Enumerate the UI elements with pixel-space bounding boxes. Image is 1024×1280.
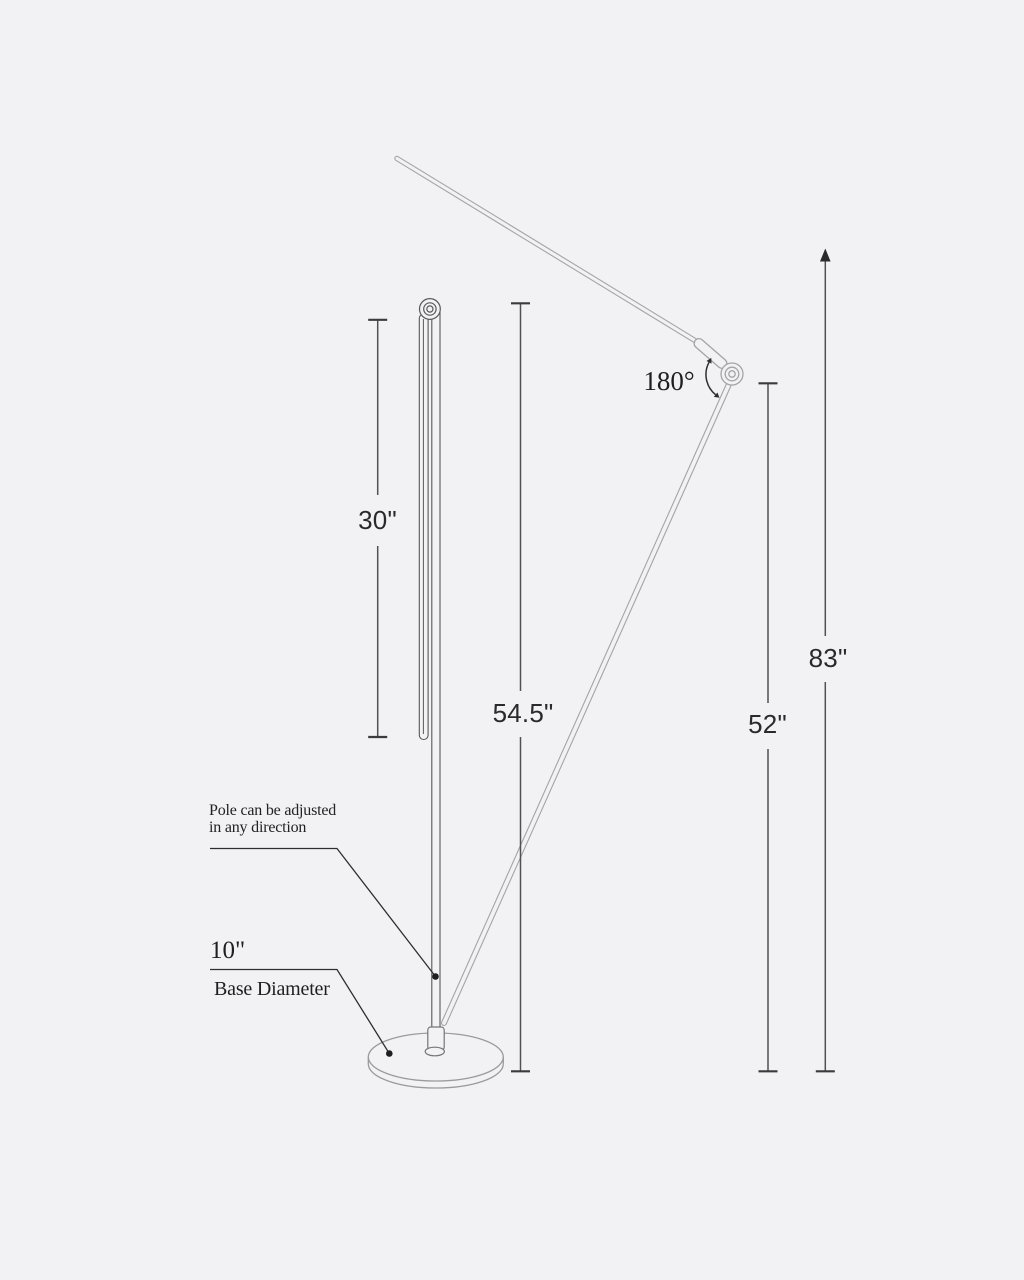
lamp-arm: [444, 383, 730, 1023]
lamp-pole: [432, 312, 440, 1030]
lamp-pole-socket: [425, 1027, 444, 1056]
lamp-drawing: [368, 159, 743, 1089]
lamp-elbow-joint: [721, 363, 743, 385]
pole-leader-dot: [432, 973, 439, 980]
rotation-angle-label: 180°: [643, 366, 695, 396]
lamp-head-bar: [397, 159, 699, 344]
dimension-line-54-5: [511, 303, 530, 1071]
arrow-up-icon: [820, 249, 831, 262]
pole-adjust-note-line2: in any direction: [209, 818, 307, 836]
dimension-label-max-height: 83": [808, 643, 848, 673]
base-leader-dot: [386, 1050, 393, 1057]
dimension-label-arm-height: 52": [748, 709, 787, 739]
dimension-lines: [368, 249, 835, 1072]
pole-adjust-note: [209, 803, 336, 836]
pole-adjust-note-line1: Pole can be adjusted: [209, 802, 337, 819]
dimension-label-light-bar: 30": [358, 505, 397, 535]
lamp-light-bar: [419, 314, 428, 740]
lamp-top-pivot: [420, 299, 441, 320]
dimension-label-pole-height: 54.5": [492, 698, 554, 728]
base-diameter-value: 10": [210, 937, 246, 964]
annotation-leaders: [210, 358, 720, 1057]
base-diameter-label: Base Diameter: [214, 978, 330, 1000]
